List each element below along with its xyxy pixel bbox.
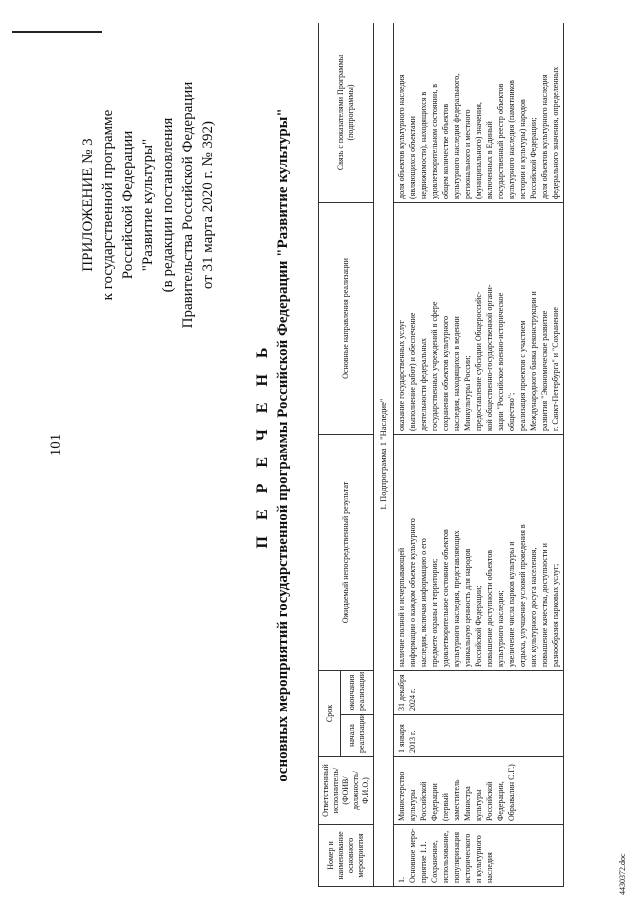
header-term-start: начала реализации [341,715,374,757]
cell-line: общем количестве объектов [441,103,450,199]
cell-line: Федерации [430,783,439,821]
cell-line: федерального значения, определенных [551,66,560,199]
appendix-line: от 31 марта 2020 г. № 392) [200,120,216,290]
cell-line: сохранения объектов культурного [441,315,450,431]
cell-line: популяризация [452,831,461,883]
table-row [394,23,564,887]
header-term-end: окончания реализации [341,670,374,714]
page-number: 101 [48,433,64,457]
cell-line: заместитель [452,779,461,821]
cell-line: доля объектов культурного наследия [397,74,406,199]
cell-line: Основное меро- [408,828,417,883]
cell-line: кой общественно-государственной органи- [485,284,494,431]
cell-line: развития "Экономическое развитие [540,310,549,431]
header-indicators-link: Связь с показателями Программы (подпрограммы) [319,23,374,202]
cell-responsible [394,757,564,825]
header-term: Срок [319,670,341,756]
cell-line: 1 января [397,724,406,753]
header-responsible: Ответственный исполнитель/ (ФОИВ/должность/ Ф.И.О.) [319,757,374,825]
cell-line: реализация проектов с участием [518,320,527,431]
cell-line: оказание государственных услуг [397,319,406,431]
measures-table-wrapper [318,23,640,887]
appendix-line: Российской Федерации [120,130,136,280]
cell-line: Российской Федерации; [529,117,538,199]
cell-main-directions [394,202,564,434]
cell-line: Российской [485,781,494,821]
cell-line: разнообразия парковых услуг; [551,563,560,667]
cell-line: отдыха, улучшение условий проведения в [518,524,527,667]
cell-term-start [394,715,564,757]
cell-line: (первый [441,793,450,821]
measures-table [318,23,564,887]
row-number: 1. [397,877,406,883]
appendix-line: ПРИЛОЖЕНИЕ № 3 [80,138,96,272]
cell-line: 31 декабря [397,674,406,711]
section-title: 1. Подпрограмма 1 "Наследие" [374,23,394,887]
appendix-line: Правительства Российской Федерации [180,81,196,329]
cell-line: недвижимости), находящихся в [419,91,428,199]
cell-line: Сохранение, [430,840,439,883]
cell-line: включенных в Единый [485,121,494,199]
cell-expected-result [394,434,564,670]
cell-line: культурного наследия федерального, [452,73,461,199]
cell-line: 2024 г. [408,688,417,711]
cell-line: (выполнение работ) и обеспечение [408,312,417,431]
cell-line: и культурного [474,835,483,883]
cell-line: деятельности федеральных [419,338,428,431]
document-subtitle: основных мероприятий государственной программы Российской Федерации "Развитие культуры" [275,108,291,782]
cell-line: наследия, находящихся в ведении [452,316,461,431]
cell-line: культурного наследия (памятников [507,80,516,199]
cell-line: наследия, включая информацию о его [419,538,428,667]
cell-line: Федерации, [496,781,505,821]
cell-line: Минкультуры России; [463,355,472,431]
appendix-header [78,15,218,395]
cell-line: истории и культуры) народов [518,99,527,199]
cell-line: информации о каждом объекте культурного [408,518,417,667]
appendix-line: (в редакции постановления [160,117,176,293]
cell-line: Министерство [397,771,406,821]
cell-line: (муниципального) значения, [474,102,483,199]
cell-line: них культурного досуга населения, [529,547,538,667]
cell-line: государственных учреждений в сфере [430,301,439,431]
header-expected-result: Ожидаемый непосредственный результат [319,434,374,670]
cell-line: предмете охраны и территории; [430,558,439,667]
cell-line: культурного наследия, представляющих [452,530,461,667]
cell-line: Министра [463,786,472,821]
cell-line: удовлетворительное состояние объектов [441,529,450,667]
cell-line: доля объектов культурного наследия [540,74,549,199]
cell-line: уникальную ценность для народов [463,548,472,667]
cell-line: культуры [474,789,483,821]
cell-line: культурного наследия; [496,590,505,667]
cell-line: увеличение числа парков культуры и [507,541,516,667]
cell-term-end [394,670,564,714]
cell-line: удовлетворительном состоянии, в [430,83,439,199]
cell-line: наличие полной и исчерпывающей [397,547,406,667]
appendix-line: к государственной программе [100,109,116,301]
cell-line: предоставление субсидии Общероссийс- [474,291,483,431]
cell-line: приятие 1.1. [419,841,428,883]
cell-line: повышение качества, доступности и [540,543,549,667]
cell-line: культуры [408,789,417,821]
cell-line: г. Санкт-Петербурга" и "Сохранение [551,307,560,431]
cell-line: Российской [419,781,428,821]
header-main-directions: Основные направления реализации [319,202,374,434]
header-number-name: Номер и наименование основного мероприятия [319,825,374,887]
cell-line: Обрывалин С.Г.) [507,764,516,821]
cell-line: Международного банка реконструкции и [529,291,538,431]
cell-line: повышение доступности объектов [485,549,494,667]
cell-line: наследия [485,852,494,883]
cell-line: использование, [441,830,450,883]
cell-line: исторического [463,833,472,883]
cell-line: государственный реестр объектов [496,83,505,199]
cell-line: зации "Российское военно-историческое [496,292,505,431]
cell-line: регионального и местного [463,109,472,199]
cell-line: общество"; [507,392,516,431]
document-title: П Е Р Е Ч Е Н Ь [254,341,271,549]
cell-line: 2013 г. [408,730,417,753]
cell-line: Российской Федерации; [474,585,483,667]
document-file-code: 4430372.doc [618,853,627,895]
cell-indicators-link [394,23,564,202]
appendix-line: "Развитие культуры" [140,138,156,272]
cell-number-name [394,825,564,887]
cell-line: (являющихся объектами [408,116,417,199]
